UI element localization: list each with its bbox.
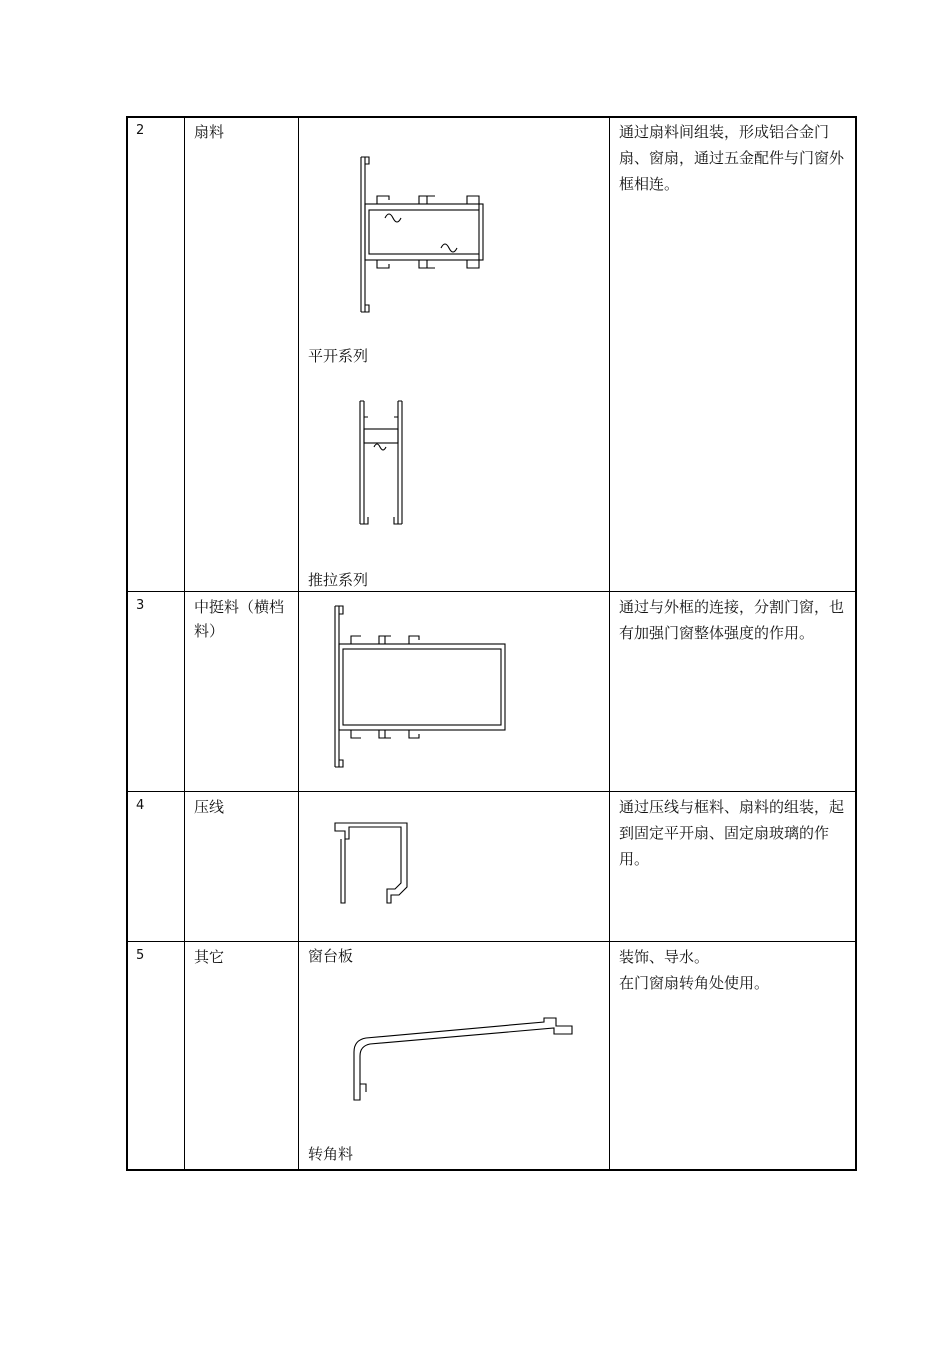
caption-casement-series: 平开系列: [308, 347, 369, 365]
caption-corner-profile: 转角料: [308, 1145, 354, 1163]
part-name: 扇料: [185, 117, 299, 592]
table-row: [127, 592, 856, 792]
description-line-2: 在门窗扇转角处使用。: [619, 974, 770, 992]
mullion-profile-drawing: [329, 602, 514, 772]
description-line-1: 装饰、导水。: [619, 948, 710, 966]
part-name: 中挺料（横档料）: [185, 592, 299, 792]
profile-drawings-cell: [299, 942, 610, 1170]
part-name: 其它: [185, 942, 299, 1170]
table-row: [127, 792, 856, 942]
row-number: 4: [127, 792, 185, 942]
caption-window-sill: 窗台板: [308, 947, 354, 965]
window-sill-profile-drawing: [344, 1012, 579, 1107]
casement-sash-profile-drawing: [349, 152, 489, 317]
part-description: 通过扇料间组装，形成铝合金门扇、窗扇，通过五金配件与门窗外框相连。: [610, 117, 856, 592]
profile-drawings-cell: [299, 117, 610, 592]
profile-drawings-cell: [299, 792, 610, 942]
table-row: [127, 117, 856, 592]
profile-table: [126, 116, 856, 1170]
part-name: 压线: [185, 792, 299, 942]
row-number: 5: [127, 942, 185, 1170]
part-description: 通过与外框的连接，分割门窗，也有加强门窗整体强度的作用。: [610, 592, 856, 792]
row-number: 3: [127, 592, 185, 792]
part-description: 通过压线与框料、扇料的组装，起到固定平开扇、固定扇玻璃的作用。: [610, 792, 856, 942]
sliding-sash-profile-drawing: [354, 399, 414, 529]
glazing-bead-profile-drawing: [329, 817, 414, 907]
table-row: [127, 942, 856, 1170]
caption-sliding-series: 推拉系列: [308, 571, 369, 589]
row-number: 2: [127, 117, 185, 592]
profile-drawings-cell: [299, 592, 610, 792]
part-description: [610, 942, 856, 1170]
